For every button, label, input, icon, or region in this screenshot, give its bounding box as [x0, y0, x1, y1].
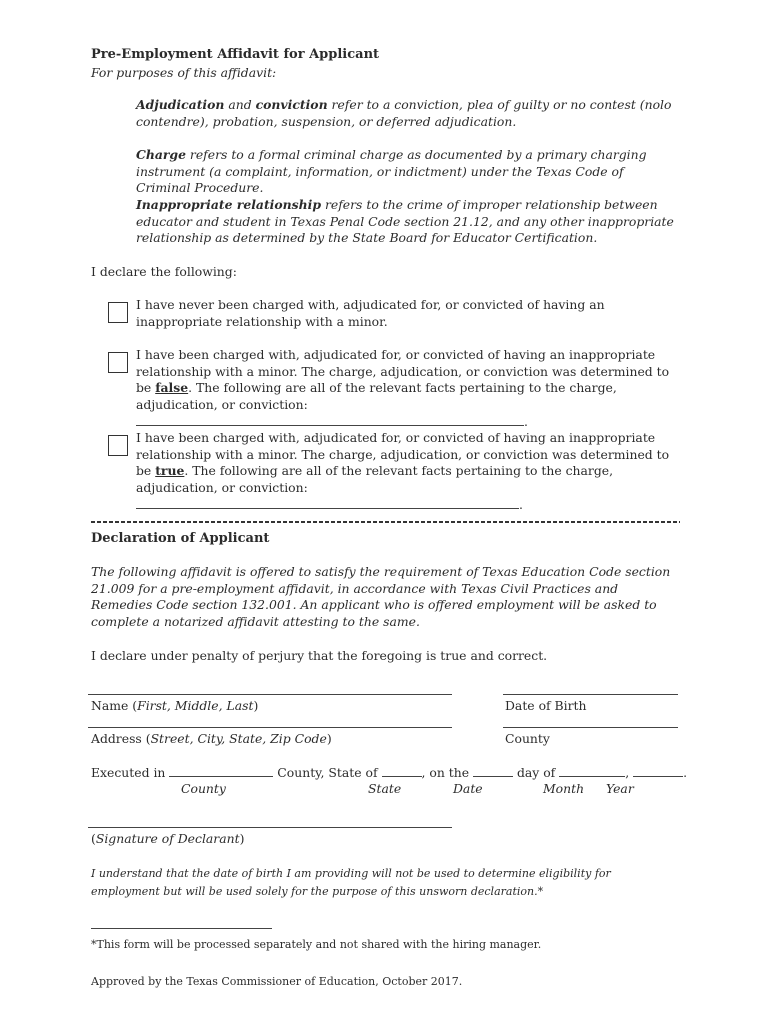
county-label: County: [505, 731, 550, 746]
term-conviction: conviction: [255, 97, 328, 112]
address-field[interactable]: [88, 727, 452, 728]
name-field[interactable]: [88, 694, 452, 695]
signature-label-close: ): [239, 831, 245, 846]
definition-and: and: [224, 97, 256, 112]
option-true-text-b: . The following are all of the relevant facts pertaining to the charge, adjudication, or conviction:: [136, 463, 614, 495]
date-of-birth-label: Date of Birth: [505, 698, 587, 713]
option-true-facts-field[interactable]: [136, 496, 519, 509]
option-false-facts-field[interactable]: [136, 413, 524, 426]
option-false-period: .: [524, 414, 528, 430]
signature-field[interactable]: [88, 827, 452, 828]
definition-adjudication: [136, 97, 676, 130]
footnote: *This form will be processed separately and not shared with the hiring manager.: [91, 938, 542, 951]
option-false-text-b: . The following are all of the relevant facts pertaining to the charge, adjudication, or conviction:: [136, 380, 617, 412]
signature-hint: Signature of Declarant: [95, 831, 240, 846]
sub-label-year: Year: [606, 781, 634, 796]
declare-label: I declare the following:: [91, 264, 237, 279]
name-label-close: ): [253, 698, 259, 713]
perjury-statement: I declare under penalty of perjury that the foregoing is true and correct.: [91, 648, 548, 663]
footnote-rule: [91, 928, 272, 929]
document-subtitle: For purposes of this affidavit:: [91, 65, 277, 80]
section-divider: [91, 521, 680, 523]
signature-label-open: (: [91, 831, 96, 846]
term-inappropriate-relationship: Inappropriate relationship: [136, 197, 322, 212]
executed-county-field[interactable]: [169, 764, 273, 777]
on-the-label: , on the: [421, 765, 473, 780]
executed-state-field[interactable]: [382, 764, 422, 777]
definition-inappropriate-text: refers to the crime of improper relationship between educator and student in Texas Penal Code section 21.12, and any other inappropriate relationship as determined by the State Board for Educator Certification.: [136, 197, 674, 246]
executed-month-field[interactable]: [559, 764, 625, 777]
name-label: [91, 698, 258, 715]
address-label-close: ): [326, 731, 332, 746]
option-true-checkbox[interactable]: [108, 435, 128, 456]
address-label-open: Address (: [91, 731, 151, 746]
address-hint: Street, City, State, Zip Code: [150, 731, 327, 746]
declaration-heading: Declaration of Applicant: [91, 531, 270, 546]
definition-inappropriate-relationship: [136, 197, 676, 247]
option-true-keyword: true: [155, 463, 185, 479]
county-field[interactable]: [503, 727, 678, 728]
option-false-text-a: I have been charged with, adjudicated for, or convicted of having an inappropriate relationship with a minor. The charge, adjudication, or conviction was determined to be: [136, 347, 670, 396]
date-of-birth-field[interactable]: [503, 694, 678, 695]
executed-date-field[interactable]: [473, 764, 513, 777]
dob-note: I understand that the date of birth I am providing will not be used to determine eligibility for employment but will be used solely for the purpose of this unsworn declaration.*: [91, 867, 611, 898]
approval-note: Approved by the Texas Commissioner of Education, October 2017.: [91, 975, 463, 988]
sub-label-month: Month: [543, 781, 585, 796]
executed-in-line: [91, 764, 687, 782]
executed-comma: ,: [625, 765, 634, 780]
sub-label-date: Date: [453, 781, 483, 796]
option-false-checkbox[interactable]: [108, 352, 128, 373]
executed-year-field[interactable]: [633, 764, 683, 777]
document-title: Pre-Employment Affidavit for Applicant: [91, 47, 380, 62]
county-state-label: County, State of: [273, 765, 382, 780]
option-never-charged-text: I have never been charged with, adjudicated for, or convicted of having an inappropriate relationship with a minor.: [136, 297, 605, 329]
option-never-charged-checkbox[interactable]: [108, 302, 128, 323]
option-true-period: .: [519, 497, 523, 513]
option-false-keyword: false: [155, 380, 189, 396]
option-true-text-a: I have been charged with, adjudicated for, or convicted of having an inappropriate relationship with a minor. The charge, adjudication, or conviction was determined to be: [136, 430, 670, 479]
definition-charge: [136, 147, 676, 197]
name-hint: First, Middle, Last: [137, 698, 254, 713]
address-label: [91, 731, 332, 748]
declaration-body: The following affidavit is offered to satisfy the requirement of Texas Education Code section 21.009 for a pre-employment affidavit, in accordance with Texas Civil Practices and Remedies Code section 132.001. An applicant who is offered employment will be asked to complete a notarized affidavit attesting to the same.: [91, 564, 671, 629]
option-true-text: [136, 430, 672, 514]
executed-in-label: Executed in: [91, 765, 170, 780]
sub-label-county: County: [181, 781, 226, 796]
sub-label-state: State: [368, 781, 402, 796]
term-adjudication: Adjudication: [136, 97, 225, 112]
definition-charge-text: refers to a formal criminal charge as documented by a primary charging instrument (a complaint, information, or indictment) under the Texas Code of Criminal Procedure.: [136, 147, 647, 196]
definition-adjudication-text: refer to a conviction, plea of guilty or no contest (nolo contendre), probation, suspension, or deferred adjudication.: [136, 97, 672, 129]
term-charge: Charge: [136, 147, 186, 162]
name-label-open: Name (: [91, 698, 138, 713]
executed-period: .: [683, 765, 688, 780]
signature-label: [91, 831, 244, 848]
day-of-label: day of: [513, 765, 560, 780]
option-false-text: [136, 347, 672, 431]
